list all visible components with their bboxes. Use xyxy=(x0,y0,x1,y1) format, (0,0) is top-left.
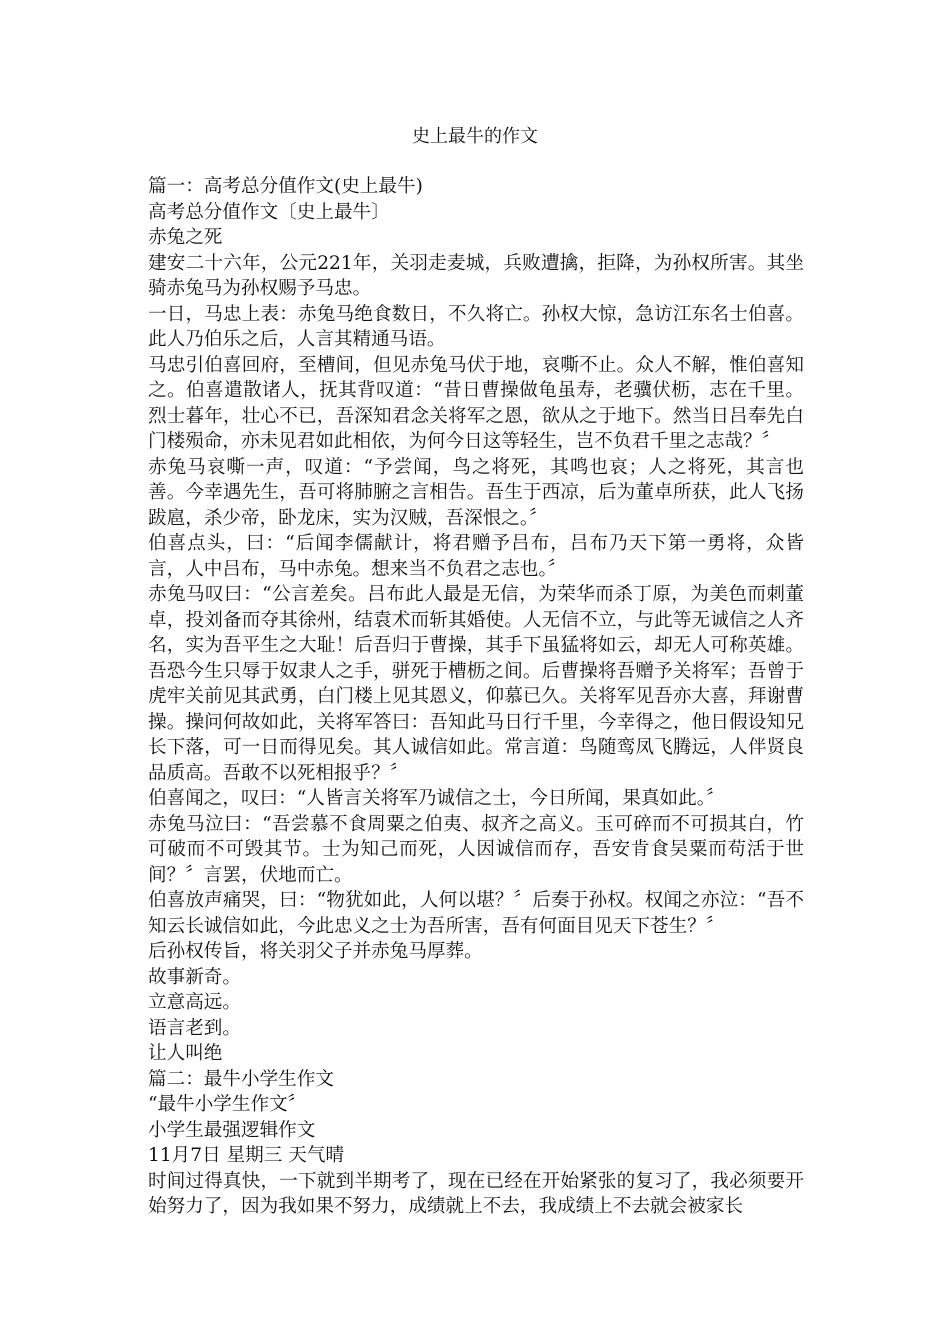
paragraph-9: 赤兔马叹曰：“公言差矣。吕布此人最是无信，为荣华而杀丁原，为美色而刺董卓，投刘备而夺其徐州，结袁术而斩其婚使。人无信不立，与此等无诚信之人齐名，实为吾平生之大耻！后吾归于曹操，其手下虽猛将如云，却无人可称英雄。吾恐今生只辱于奴隶人之手，骈死于槽枥之间。后曹操将吾赠予关将军；吾曾于虎牢关前见其武勇，白门楼上见其恩义，仰慕已久。关将军见吾亦大喜，拜谢曹操。操问何故如此，关将军答曰：吾知此马日行千里，今幸得之，他日假设知兄长下落，可一日而得见矣。其人诚信如此。常言道：鸟随鸾凤飞腾远，人伴贤良品质高。吾敢不以死相报乎？〞 xyxy=(148,584,804,784)
paragraph-8: 伯喜点头，曰：“后闻李儒献计，将君赠予吕布，吕布乃天下第一勇将，众皆言，人中吕布，马中赤兔。想来当不负君之志也。〞 xyxy=(148,533,804,580)
paragraph-7: 赤兔马哀嘶一声，叹道：“予尝闻，鸟之将死，其鸣也哀；人之将死，其言也善。今幸遇先生，吾可将肺腑之言相告。吾生于西凉，后为董卓所获，此人飞扬跋扈，杀少帝，卧龙床，实为汉贼，吾深恨之。〞 xyxy=(148,456,804,529)
paragraph-16: 语言老到。 xyxy=(148,1017,241,1039)
paragraph-12: 伯喜放声痛哭，曰：“物犹如此，人何以堪？〞后奏于孙权。权闻之亦泣：“吾不知云长诚信如此，今此忠义之士为吾所害，吾有何面目见天下苍生？〞 xyxy=(148,890,804,937)
paragraph-6: 马忠引伯喜回府，至槽间，但见赤兔马伏于地，哀嘶不止。众人不解，惟伯喜知之。伯喜遣散诸人，抚其背叹道：“昔日曹操做龟虽寿，老骥伏枥，志在千里。烈士暮年，壮心不已，吾深知君念关将军之恩，欲从之于地下。然当日吕奉先白门楼殒命，亦未见君如此相依，为何今日这等轻生，岂不负君千里之志哉？〞 xyxy=(148,354,804,452)
paragraph-19: “最牛小学生作文〞 xyxy=(148,1094,307,1115)
document-body xyxy=(148,174,804,1220)
paragraph-3: 赤兔之死 xyxy=(148,227,223,248)
paragraph-4: 建安二十六年，公元221年，关羽走麦城，兵败遭擒，拒降，为孙权所害。其坐骑赤兔马为孙权赐予马忠。 xyxy=(148,252,804,299)
paragraph-11: 赤兔马泣曰：“吾尝慕不食周粟之伯夷、叔齐之高义。玉可碎而不可损其白，竹可破而不可毁其节。士为知己而死，人因诚信而存，吾安肯食吴粟而苟活于世间？〞言罢，伏地而亡。 xyxy=(148,813,804,886)
paragraph-18: 篇二：最牛小学生作文 xyxy=(148,1068,334,1090)
paragraph-15: 立意高远。 xyxy=(148,992,241,1013)
document-title: 史上最牛的作文 xyxy=(412,126,538,147)
paragraph-20: 小学生最强逻辑作文 xyxy=(148,1119,316,1141)
paragraph-14: 故事新奇。 xyxy=(148,966,241,988)
paragraph-21: 11月7日 星期三 天气晴 xyxy=(148,1145,345,1166)
paragraph-10: 伯喜闻之，叹曰：“人皆言关将军乃诚信之士，今日所闻，果真如此。〞 xyxy=(148,788,725,809)
paragraph-2: 高考总分值作文〔史上最牛〕 xyxy=(148,201,390,223)
paragraph-5: 一日，马忠上表：赤兔马绝食数日，不久将亡。孙权大惊，急访江东名士伯喜。此人乃伯乐之后，人言其精通马语。 xyxy=(148,303,804,350)
paragraph-17: 让人叫绝 xyxy=(148,1043,223,1064)
paragraph-1: 篇一：高考总分值作文(史上最牛) xyxy=(148,176,423,197)
paragraph-13: 后孙权传旨，将关羽父子并赤兔马厚葬。 xyxy=(148,941,483,962)
paragraph-22: 时间过得真快，一下就到半期考了，现在已经在开始紧张的复习了，我必须要开始努力了，因为我如果不努力，成绩就上不去，我成绩上不去就会被家长 xyxy=(148,1170,804,1217)
